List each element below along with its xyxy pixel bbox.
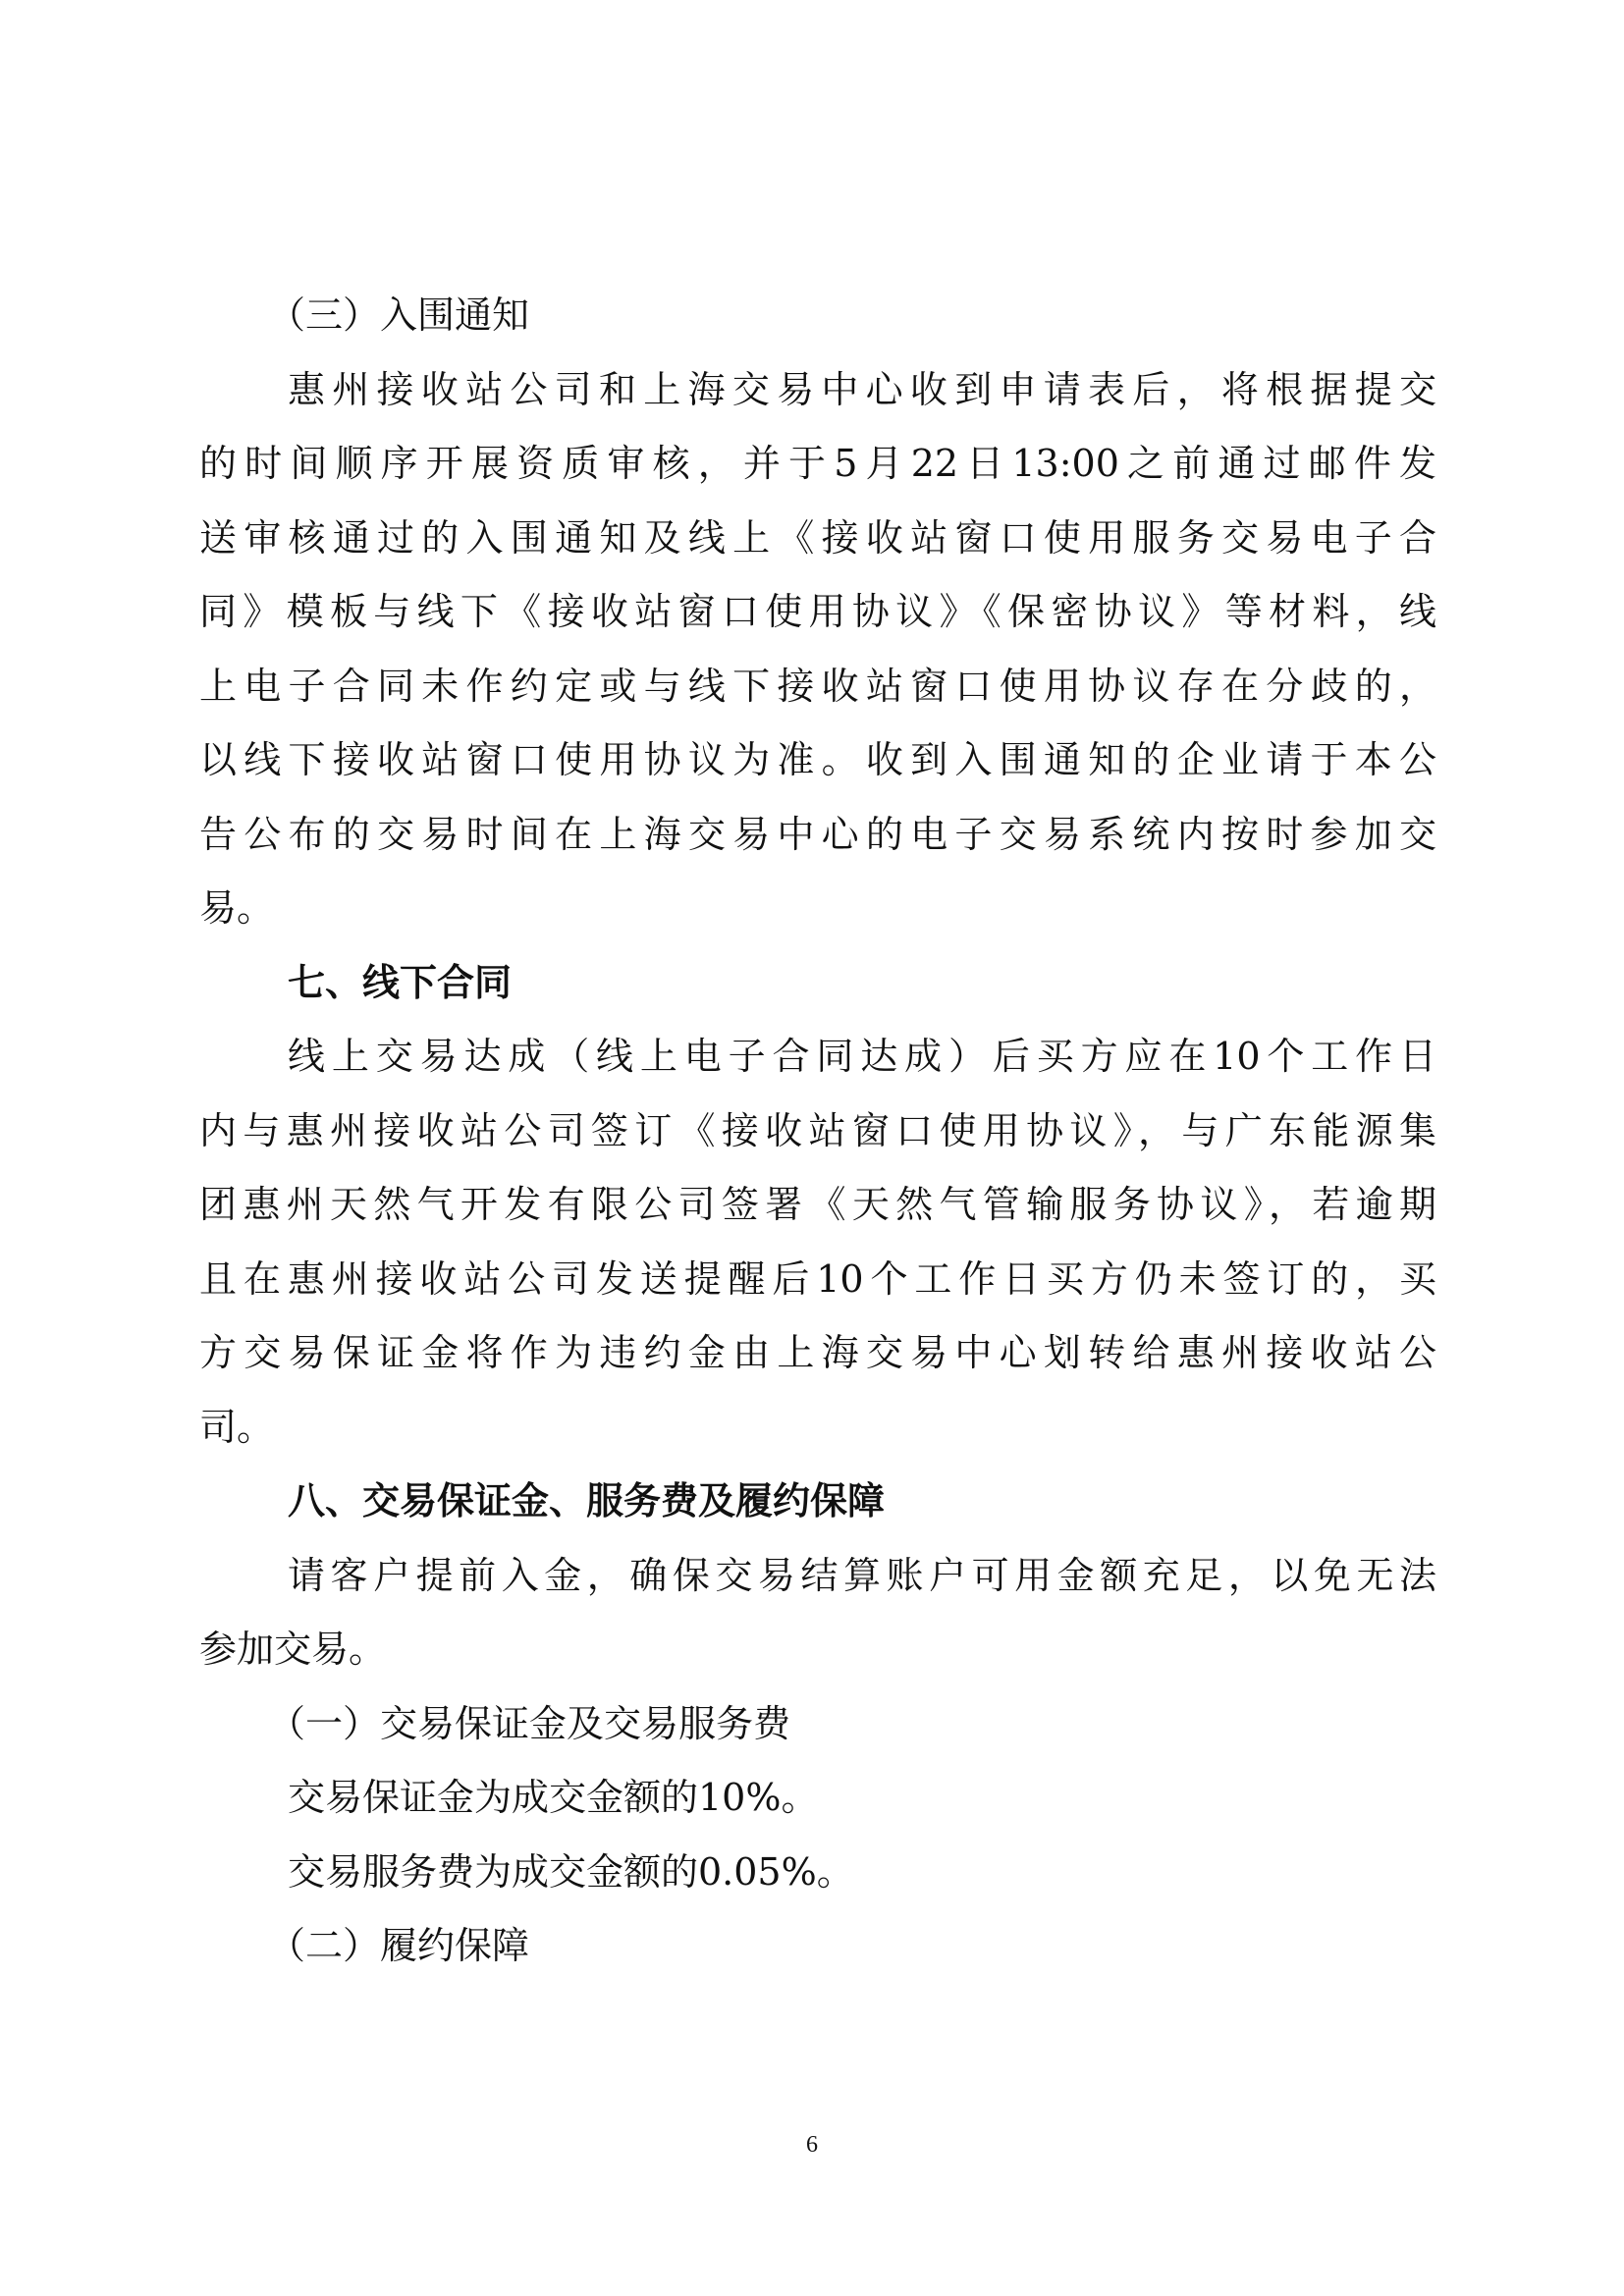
text-line: 线上交易达成（线上电子合同达成）后买方应在10个工作日 (288, 1035, 1436, 1078)
text-line: 以线下接收站窗口使用协议为准。收到入围通知的企业请于本公 (199, 738, 1436, 781)
text-line: 司。 (199, 1405, 275, 1449)
text-line: 上电子合同未作约定或与线下接收站窗口使用协议存在分歧的， (199, 664, 1436, 708)
subsection-title: （二）履约保障 (268, 1924, 530, 1967)
text-line: 方交易保证金将作为违约金由上海交易中心划转给惠州接收站公 (199, 1331, 1436, 1374)
service-fee-text: 交易服务费为成交金额的0.05%。 (288, 1849, 854, 1894)
text-line: 且在惠州接收站公司发送提醒后10个工作日买方仍未签订的，买 (199, 1256, 1436, 1301)
document-body (199, 279, 1436, 1984)
text-line: 参加交易。 (199, 1628, 387, 1671)
subsection-title: （一）交易保证金及交易服务费 (268, 1701, 791, 1745)
text-line: 的时间顺序开展资质审核，并于5月22日13:00之前通过邮件发 (199, 442, 1436, 485)
text-line: 请客户提前入金，确保交易结算账户可用金额充足，以免无法 (288, 1553, 1436, 1597)
section-heading: 七、线下合同 (288, 960, 513, 1004)
text-line: 惠州接收站公司和上海交易中心收到申请表后，将根据提交 (288, 367, 1436, 411)
paragraph-offline-contract (199, 1020, 1436, 1465)
page-number: 6 (806, 2132, 818, 2158)
text-line: 团惠州天然气开发有限公司签署《天然气管输服务协议》，若逾期 (199, 1183, 1436, 1226)
text-line: 易。 (199, 886, 275, 930)
text-line: 告公布的交易时间在上海交易中心的电子交易系统内按时参加交 (199, 812, 1436, 856)
section-heading: 八、交易保证金、服务费及履约保障 (288, 1479, 886, 1522)
section-title: （三）入围通知 (268, 294, 530, 337)
paragraph-deposit (199, 1539, 1436, 1687)
text-line: 内与惠州接收站公司签订《接收站窗口使用协议》，与广东能源集 (199, 1108, 1436, 1152)
paragraph-admission-notice (199, 353, 1436, 946)
margin-rate-text: 交易保证金为成交金额的10%。 (288, 1776, 819, 1819)
text-line: 同》模板与线下《接收站窗口使用协议》《保密协议》等材料，线 (199, 590, 1436, 633)
text-line: 送审核通过的入围通知及线上《接收站窗口使用服务交易电子合 (199, 515, 1436, 560)
